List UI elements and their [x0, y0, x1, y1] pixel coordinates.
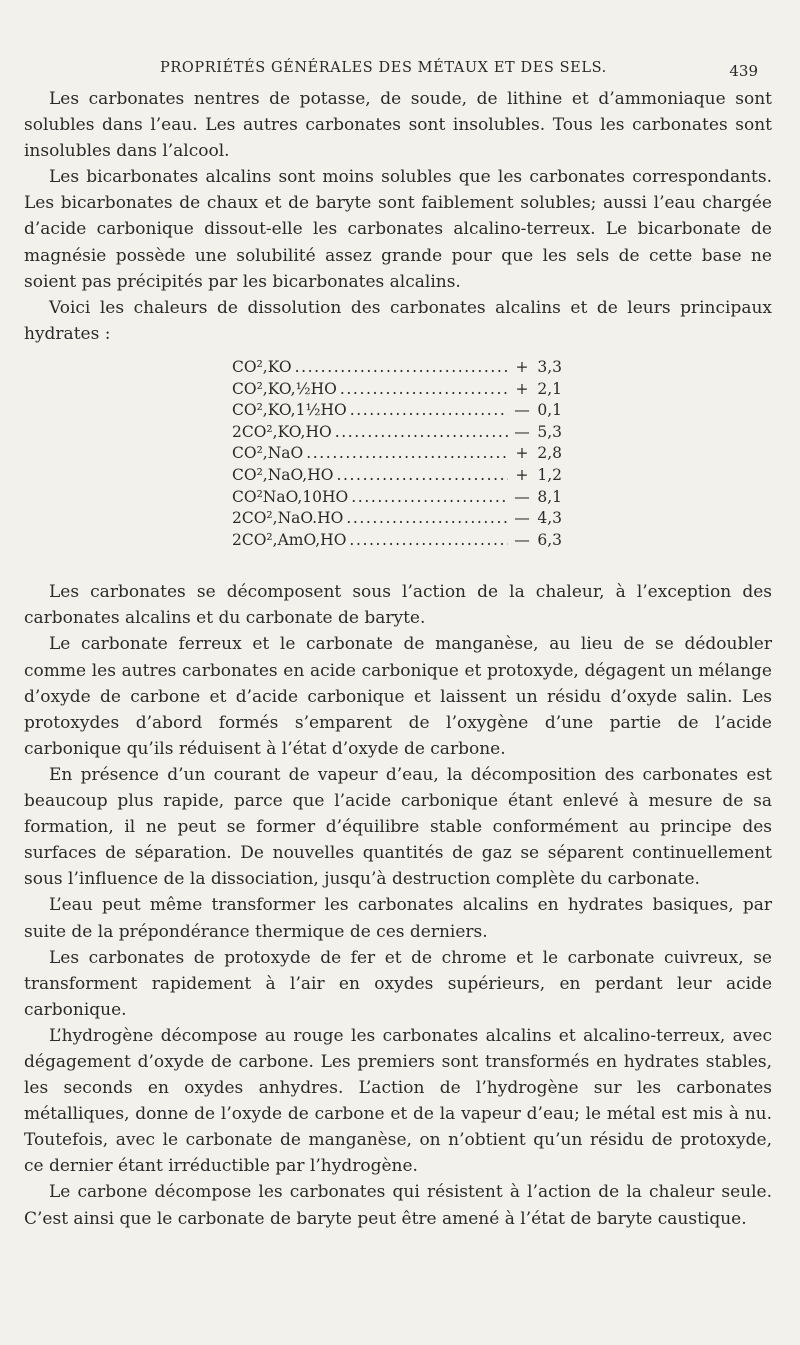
heat-value: 2,8: [537, 444, 562, 463]
formula: CO²,KO,½HO: [232, 379, 337, 398]
table-row: [232, 508, 562, 530]
dot-leader: [335, 422, 508, 444]
table-row: [232, 530, 562, 552]
heat-of-dissolution-table: [232, 357, 562, 551]
formula: CO²,NaO,HO: [232, 465, 334, 484]
sign: —: [514, 487, 530, 506]
dot-leader: [295, 357, 508, 379]
formula: CO²,KO,1½HO: [232, 401, 347, 420]
running-title: PROPRIÉTÉS GÉNÉRALES DES MÉTAUX ET DES SELS.: [160, 60, 607, 76]
dot-leader: [336, 465, 508, 487]
sign: —: [514, 509, 530, 528]
formula: 2CO²,KO,HO: [232, 422, 332, 441]
paragraph: Les bicarbonates alcalins sont moins solubles que les carbonates correspondants. Les bicarbonates de chaux et de baryte sont faiblement solubles; aussi l’eau chargée d’acide carbonique dissout-elle les carbonates alcalino-terreux. Le bicarbonate de magnésie possède une solubilité assez grande pour que les sels de cette base ne soient pas précipités par les bicarbonates alcalins.: [24, 167, 772, 292]
paragraph: Le carbone décompose les carbonates qui résistent à l’action de la chaleur seule. C’est ainsi que le carbonate de baryte peut être amené à l’état de baryte caustique.: [24, 1182, 772, 1229]
spacer: [24, 551, 772, 579]
page-body: [24, 86, 772, 1232]
heat-value: 8,1: [537, 487, 562, 506]
heat-value: 3,3: [537, 357, 562, 376]
dot-leader: [306, 443, 508, 465]
dot-leader: [349, 530, 508, 552]
dot-leader: [350, 400, 508, 422]
heat-value: 4,3: [537, 509, 562, 528]
dot-leader: [340, 379, 508, 401]
formula: 2CO²,NaO.HO: [232, 509, 344, 528]
paragraph: Voici les chaleurs de dissolution des carbonates alcalins et de leurs principaux hydrates :: [24, 297, 772, 344]
heat-value: 0,1: [537, 401, 562, 420]
paragraph: Les carbonates de protoxyde de fer et de chrome et le carbonate cuivreux, se transforment rapidement à l’air en oxydes supérieurs, en perdant leur acide carbonique.: [24, 947, 772, 1020]
table-row: [232, 400, 562, 422]
paragraph: Les carbonates nentres de potasse, de soude, de lithine et d’ammoniaque sont solubles dans l’eau. Les autres carbonates sont insolubles. Tous les carbonates sont insolubles dans l’alcool.: [24, 89, 772, 162]
heat-value: 1,2: [537, 465, 562, 484]
table-row: [232, 465, 562, 487]
table-row: [232, 487, 562, 509]
sign: +: [515, 379, 529, 398]
formula: CO²,KO: [232, 357, 292, 376]
table-row: [232, 357, 562, 379]
heat-value: 6,3: [537, 530, 562, 549]
dot-leader: [346, 508, 508, 530]
paragraph: L’hydrogène décompose au rouge les carbonates alcalins et alcalino-terreux, avec dégagement d’oxyde de carbone. Les premiers sont transformés en hydrates stables, les seconds en oxydes anhydres. L’action de l’hydrogène sur les carbonates métalliques, donne de l’oxyde de carbone et de la vapeur d’eau; le métal est mis à nu. Toutefois, avec le carbonate de manganèse, on n’obtient qu’un résidu de protoxyde, ce dernier étant irréductible par l’hydrogène.: [24, 1025, 772, 1177]
sign: +: [515, 465, 529, 484]
sign: —: [514, 422, 530, 441]
formula: 2CO²,AmO,HO: [232, 530, 347, 549]
table-row: [232, 422, 562, 444]
table-row: [232, 443, 562, 465]
paragraph: En présence d’un courant de vapeur d’eau, la décomposition des carbonates est beaucoup plus rapide, parce que l’acide carbonique étant enlevé à mesure de sa formation, il ne peut se former d’équilibre stable conformément au principe des surfaces de séparation. De nouvelles quantités de gaz se séparent continuellement sous l’influence de la dissociation, jusqu’à destruction complète du carbonate.: [24, 764, 772, 890]
sign: —: [514, 530, 530, 549]
heat-value: 2,1: [537, 379, 562, 398]
page-number: 439: [729, 62, 758, 80]
formula: CO²NaO,10HO: [232, 487, 349, 506]
paragraph: L’eau peut même transformer les carbonates alcalins en hydrates basiques, par suite de la prépondérance thermique de ces derniers.: [24, 895, 772, 942]
paragraph: Les carbonates se décomposent sous l’action de la chaleur, à l’exception des carbonates alcalins et du carbonate de baryte.: [24, 582, 772, 629]
heat-value: 5,3: [537, 422, 562, 441]
dot-leader: [351, 487, 508, 509]
sign: +: [515, 357, 529, 376]
formula: CO²,NaO: [232, 444, 304, 463]
running-header: [0, 56, 800, 88]
sign: —: [514, 401, 530, 420]
sign: +: [515, 444, 529, 463]
table-row: [232, 379, 562, 401]
paragraph: Le carbonate ferreux et le carbonate de manganèse, au lieu de se dédoubler comme les autres carbonates en acide carbonique et protoxyde, dégagent un mélange d’oxyde de carbone et d’acide carbonique et laissent un résidu d’oxyde salin. Les protoxydes d’abord formés s’emparent de l’oxygène d’une partie de l’acide carbonique qu’ils réduisent à l’état d’oxyde de carbone.: [24, 634, 772, 759]
